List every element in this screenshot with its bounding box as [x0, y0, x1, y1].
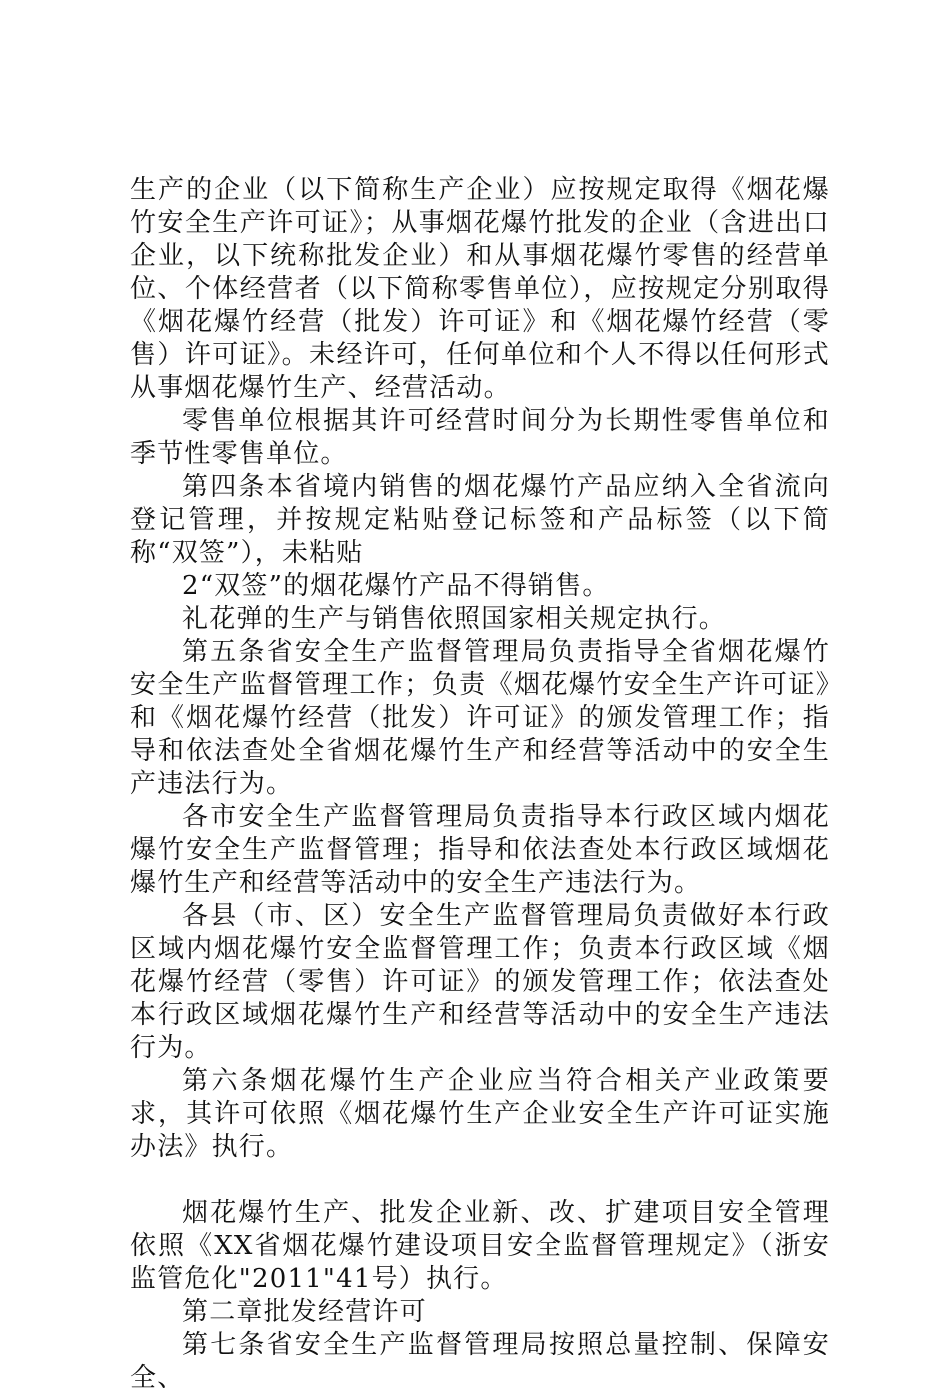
paragraph-1: 生产的企业（以下简称生产企业）应按规定取得《烟花爆竹安全生产许可证》；从事烟花爆竹批发的企业（含进出口企业，以下统称批发企业）和从事烟花爆竹零售的经营单位、个体经营者（以下简称零售单位），应按规定分别取得《烟花爆竹经营（批发）许可证》和《烟花爆竹经营（零售）许可证》。未经许可，任何单位和个人不得以任何形式从事烟花爆竹生产、经营活动。	[130, 175, 830, 403]
paragraph-4: 2“双签”的烟花爆竹产品不得销售。	[182, 571, 610, 601]
paragraph-5: 礼花弹的生产与销售依照国家相关规定执行。	[182, 604, 727, 634]
paragraph-7: 各市安全生产监督管理局负责指导本行政区域内烟花爆竹安全生产监督管理；指导和依法查处本行政区域烟花爆竹生产和经营等活动中的安全生产违法行为。	[130, 802, 830, 898]
chapter-heading: 第二章批发经营许可	[182, 1297, 427, 1327]
paragraph-2: 零售单位根据其许可经营时间分为长期性零售单位和季节性零售单位。	[130, 406, 830, 469]
paragraph-9: 第六条烟花爆竹生产企业应当符合相关产业政策要求，其许可依照《烟花爆竹生产企业安全生产许可证实施办法》执行。	[130, 1066, 830, 1162]
paragraph-10: 烟花爆竹生产、批发企业新、改、扩建项目安全管理依照《XX省烟花爆竹建设项目安全监督管理规定》（浙安监管危化"2011"41号）执行。	[130, 1198, 830, 1294]
paragraph-8: 各县（市、区）安全生产监督管理局负责做好本行政区域内烟花爆竹安全监督管理工作；负责本行政区域《烟花爆竹经营（零售）许可证》的颁发管理工作；依法查处本行政区域烟花爆竹生产和经营等活动中的安全生产违法行为。	[130, 901, 830, 1063]
document-body	[130, 174, 830, 1395]
paragraph-6: 第五条省安全生产监督管理局负责指导全省烟花爆竹安全生产监督管理工作；负责《烟花爆竹安全生产许可证》和《烟花爆竹经营（批发）许可证》的颁发管理工作；指导和依法查处全省烟花爆竹生产和经营等活动中的安全生产违法行为。	[130, 637, 830, 799]
paragraph-3: 第四条本省境内销售的烟花爆竹产品应纳入全省流向登记管理，并按规定粘贴登记标签和产品标签（以下简称“双签”），未粘贴	[130, 472, 830, 568]
paragraph-12: 第七条省安全生产监督管理局按照总量控制、保障安全、	[130, 1330, 830, 1393]
